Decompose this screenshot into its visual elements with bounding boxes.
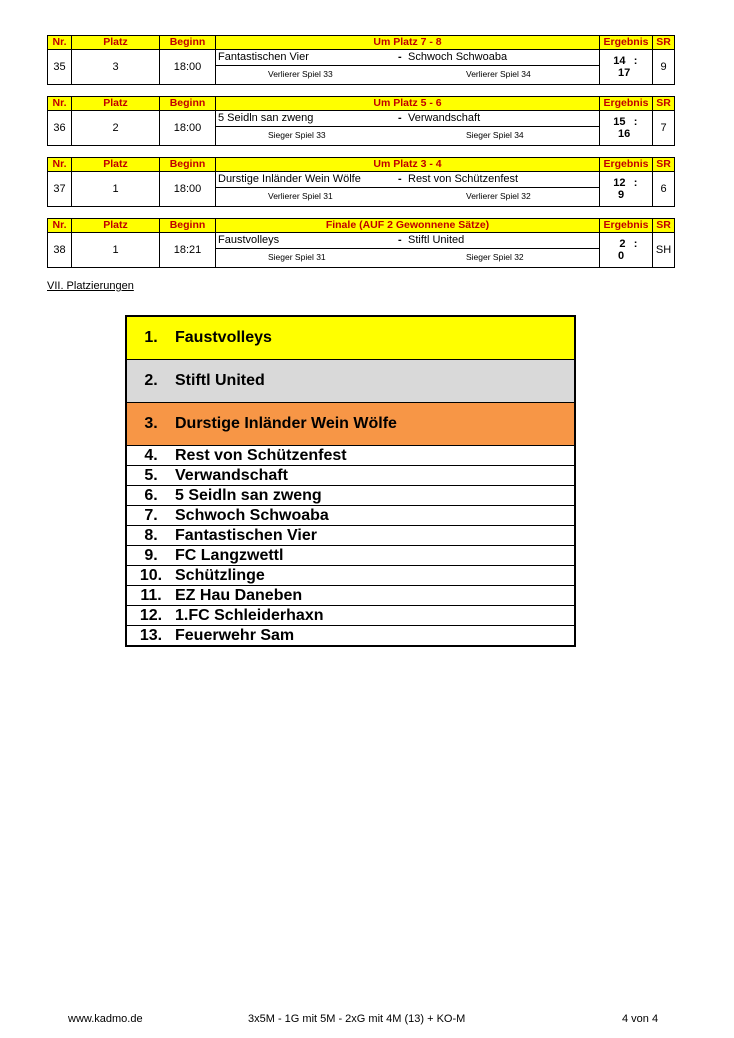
ranking-position: 2. xyxy=(126,360,175,403)
match-referee: 9 xyxy=(653,50,675,85)
ranking-row xyxy=(126,546,575,566)
ranking-team: EZ Hau Daneben xyxy=(175,586,575,606)
team-1: Durstige Inländer Wein Wölfe xyxy=(218,173,361,185)
match-start: 18:00 xyxy=(160,111,216,146)
header-sr: SR xyxy=(653,158,675,172)
team-2-source: Sieger Spiel 34 xyxy=(466,130,524,140)
ranking-team: 1.FC Schleiderhaxn xyxy=(175,606,575,626)
header-ergebnis: Ergebnis xyxy=(600,97,653,111)
score-colon: : xyxy=(633,55,638,67)
header-nr: Nr. xyxy=(48,219,72,233)
ranking-team: Schützlinge xyxy=(175,566,575,586)
match-start: 18:00 xyxy=(160,172,216,207)
ranking-position: 8. xyxy=(126,526,175,546)
header-beginn: Beginn xyxy=(160,219,216,233)
match-referee: 7 xyxy=(653,111,675,146)
match-score xyxy=(600,233,653,268)
match-title: Finale (AUF 2 Gewonnene Sätze) xyxy=(216,219,600,233)
score-1: 2 xyxy=(619,238,626,250)
ranking-table xyxy=(125,315,576,647)
header-sr: SR xyxy=(653,36,675,50)
match-number: 37 xyxy=(48,172,72,207)
section-title: VII. Platzierungen xyxy=(47,280,134,292)
team-2: Stiftl United xyxy=(408,234,465,246)
match-court: 1 xyxy=(72,172,160,207)
ranking-team: Schwoch Schwoaba xyxy=(175,506,575,526)
match-start: 18:00 xyxy=(160,50,216,85)
header-platz: Platz xyxy=(72,97,160,111)
ranking-position: 1. xyxy=(126,316,175,360)
match-title: Um Platz 3 - 4 xyxy=(216,158,600,172)
ranking-row xyxy=(126,526,575,546)
ranking-team: Verwandschaft xyxy=(175,466,575,486)
ranking-position: 3. xyxy=(126,403,175,446)
match-court: 3 xyxy=(72,50,160,85)
header-beginn: Beginn xyxy=(160,158,216,172)
score-2: 0 xyxy=(618,250,625,262)
ranking-row xyxy=(126,403,575,446)
team-2: Rest von Schützenfest xyxy=(408,173,519,185)
team-2: Schwoch Schwoaba xyxy=(408,51,508,63)
header-ergebnis: Ergebnis xyxy=(600,219,653,233)
footer-mode: 3x5M - 1G mit 5M - 2xG mit 4M (13) + KO-M xyxy=(248,1013,466,1025)
ranking-row xyxy=(126,360,575,403)
match-score xyxy=(600,172,653,207)
header-beginn: Beginn xyxy=(160,97,216,111)
ranking-team: Feuerwehr Sam xyxy=(175,626,575,647)
ranking-row xyxy=(126,626,575,647)
team-2-source: Verlierer Spiel 32 xyxy=(466,191,531,201)
versus-dash: - xyxy=(398,51,402,63)
ranking-position: 11. xyxy=(126,586,175,606)
versus-dash: - xyxy=(398,112,402,124)
versus-dash: - xyxy=(398,234,402,246)
ranking-position: 12. xyxy=(126,606,175,626)
match-table xyxy=(47,157,675,207)
ranking-team: Rest von Schützenfest xyxy=(175,446,575,466)
match-title: Um Platz 7 - 8 xyxy=(216,36,600,50)
header-nr: Nr. xyxy=(48,97,72,111)
team-1: 5 Seidln san zweng xyxy=(218,112,314,124)
match-referee: 6 xyxy=(653,172,675,207)
score-2: 9 xyxy=(618,189,625,201)
team-1-source: Sieger Spiel 31 xyxy=(268,252,326,262)
ranking-team: 5 Seidln san zweng xyxy=(175,486,575,506)
score-1: 12 xyxy=(613,177,626,189)
ranking-position: 5. xyxy=(126,466,175,486)
team-1-source: Verlierer Spiel 31 xyxy=(268,191,333,201)
score-1: 14 xyxy=(613,55,626,67)
match-number: 38 xyxy=(48,233,72,268)
ranking-position: 6. xyxy=(126,486,175,506)
footer-website: www.kadmo.de xyxy=(68,1013,143,1025)
ranking-position: 7. xyxy=(126,506,175,526)
score-colon: : xyxy=(633,238,638,250)
match-number: 36 xyxy=(48,111,72,146)
team-1-source: Sieger Spiel 33 xyxy=(268,130,326,140)
ranking-row xyxy=(126,466,575,486)
match-table xyxy=(47,96,675,146)
ranking-position: 13. xyxy=(126,626,175,647)
header-nr: Nr. xyxy=(48,36,72,50)
ranking-team: Faustvolleys xyxy=(175,316,575,360)
footer-page-number: 4 von 4 xyxy=(622,1013,659,1025)
ranking-row xyxy=(126,446,575,466)
header-ergebnis: Ergebnis xyxy=(600,158,653,172)
ranking-row xyxy=(126,566,575,586)
header-ergebnis: Ergebnis xyxy=(600,36,653,50)
header-platz: Platz xyxy=(72,219,160,233)
versus-dash: - xyxy=(398,173,402,185)
match-court: 1 xyxy=(72,233,160,268)
match-number: 35 xyxy=(48,50,72,85)
score-2: 16 xyxy=(618,128,631,140)
score-1: 15 xyxy=(613,116,626,128)
team-2-source: Sieger Spiel 32 xyxy=(466,252,524,262)
ranking-row xyxy=(126,316,575,360)
ranking-row xyxy=(126,506,575,526)
match-court: 2 xyxy=(72,111,160,146)
score-colon: : xyxy=(633,116,638,128)
match-table xyxy=(47,35,675,85)
ranking-team: Durstige Inländer Wein Wölfe xyxy=(175,403,575,446)
score-colon: : xyxy=(633,177,638,189)
team-1-source: Verlierer Spiel 33 xyxy=(268,69,333,79)
match-title: Um Platz 5 - 6 xyxy=(216,97,600,111)
team-1: Faustvolleys xyxy=(218,234,280,246)
ranking-team: Stiftl United xyxy=(175,360,575,403)
ranking-position: 10. xyxy=(126,566,175,586)
match-score xyxy=(600,111,653,146)
ranking-position: 9. xyxy=(126,546,175,566)
ranking-position: 4. xyxy=(126,446,175,466)
team-1: Fantastischen Vier xyxy=(218,51,309,63)
team-2-source: Verlierer Spiel 34 xyxy=(466,69,531,79)
header-nr: Nr. xyxy=(48,158,72,172)
header-beginn: Beginn xyxy=(160,36,216,50)
ranking-row xyxy=(126,606,575,626)
header-platz: Platz xyxy=(72,158,160,172)
match-table xyxy=(47,218,675,268)
header-sr: SR xyxy=(653,97,675,111)
ranking-row xyxy=(126,586,575,606)
header-sr: SR xyxy=(653,219,675,233)
ranking-team: Fantastischen Vier xyxy=(175,526,575,546)
header-platz: Platz xyxy=(72,36,160,50)
match-referee: SH xyxy=(653,233,675,268)
ranking-team: FC Langzwettl xyxy=(175,546,575,566)
ranking-row xyxy=(126,486,575,506)
match-start: 18:21 xyxy=(160,233,216,268)
score-2: 17 xyxy=(618,67,631,79)
team-2: Verwandschaft xyxy=(408,112,481,124)
match-score xyxy=(600,50,653,85)
